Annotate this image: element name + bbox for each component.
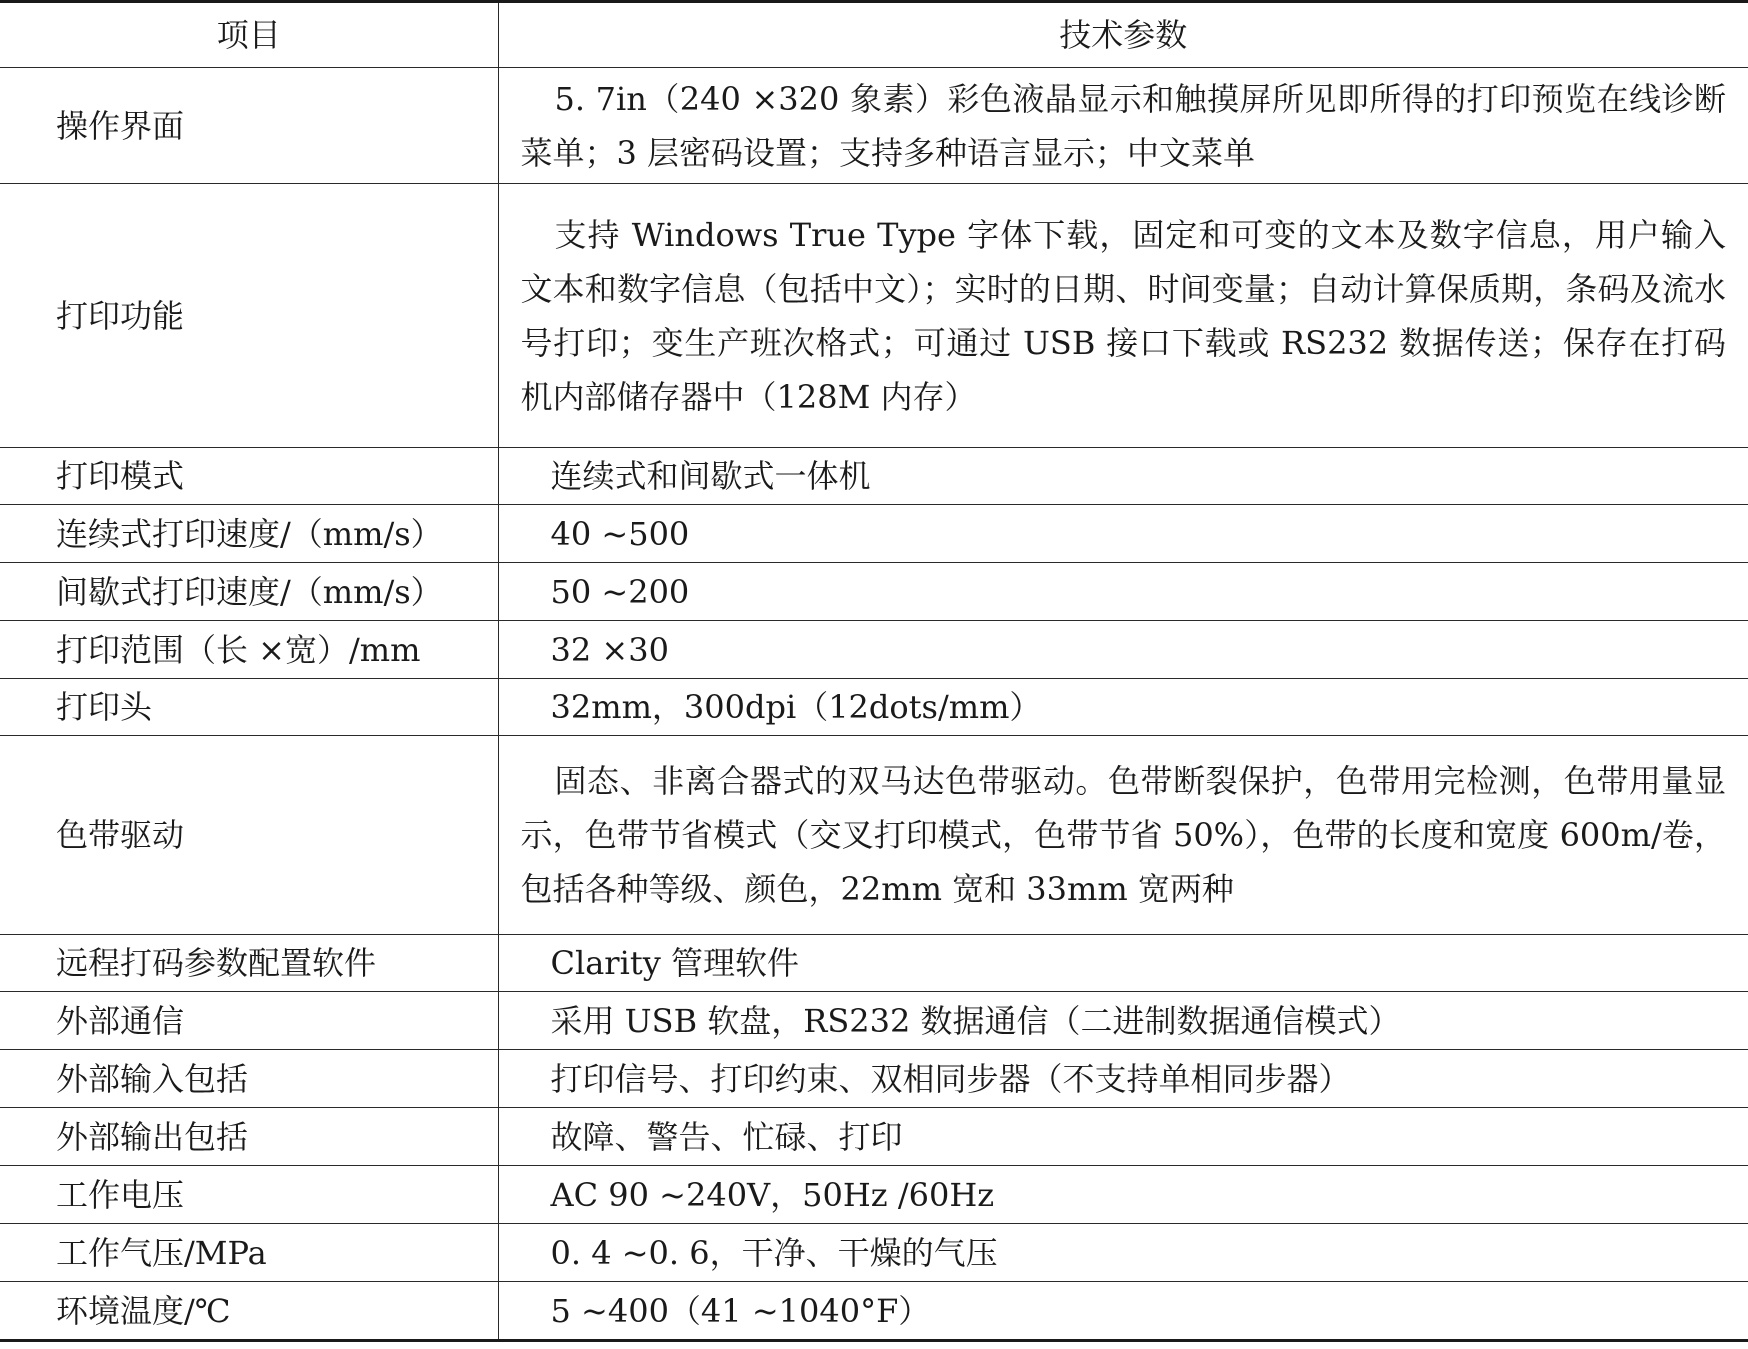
row-item: 间歇式打印速度/（mm/s） xyxy=(0,563,498,621)
row-value: 采用 USB 软盘，RS232 数据通信（二进制数据通信模式） xyxy=(498,992,1748,1050)
row-value: 32mm，300dpi（12dots/mm） xyxy=(498,679,1748,736)
table-row xyxy=(0,992,1748,1050)
row-value xyxy=(498,184,1748,448)
row-item: 打印模式 xyxy=(0,448,498,505)
row-item: 外部输出包括 xyxy=(0,1108,498,1166)
row-item: 外部通信 xyxy=(0,992,498,1050)
row-item: 打印范围（长 ×宽）/mm xyxy=(0,621,498,679)
row-item: 操作界面 xyxy=(0,68,498,184)
header-item: 项目 xyxy=(0,2,498,68)
row-value: 0. 4 ~0. 6，干净、干燥的气压 xyxy=(498,1224,1748,1282)
row-item: 环境温度/℃ xyxy=(0,1282,498,1341)
table-row xyxy=(0,563,1748,621)
row-value: Clarity 管理软件 xyxy=(498,935,1748,992)
table-row xyxy=(0,736,1748,935)
row-value xyxy=(498,736,1748,935)
row-item: 色带驱动 xyxy=(0,736,498,935)
row-item: 打印头 xyxy=(0,679,498,736)
row-value: 打印信号、打印约束、双相同步器（不支持单相同步器） xyxy=(498,1050,1748,1108)
row-item: 工作电压 xyxy=(0,1166,498,1224)
row-value: 故障、警告、忙碌、打印 xyxy=(498,1108,1748,1166)
row-value: 5 ~400（41 ~1040°F） xyxy=(498,1282,1748,1341)
row-value-text: 5. 7in（240 ×320 象素）彩色液晶显示和触摸屏所见即所得的打印预览在线诊断菜单；3 层密码设置；支持多种语言显示；中文菜单 xyxy=(520,79,1726,172)
row-item: 打印功能 xyxy=(0,184,498,448)
table-row xyxy=(0,621,1748,679)
table-row xyxy=(0,679,1748,736)
row-item: 外部输入包括 xyxy=(0,1050,498,1108)
row-value: AC 90 ~240V，50Hz /60Hz xyxy=(498,1166,1748,1224)
row-value xyxy=(498,68,1748,184)
table-row xyxy=(0,1224,1748,1282)
row-value-text: 支持 Windows True Type 字体下载，固定和可变的文本及数字信息，用户输入文本和数字信息（包括中文）；实时的日期、时间变量；自动计算保质期，条码及流水号打印；变生产班次格式；可通过 USB 接口下载或 RS232 数据传送；保存在打码机内部储存器中（128M 内存） xyxy=(520,215,1726,416)
row-item: 工作气压/MPa xyxy=(0,1224,498,1282)
header-row xyxy=(0,2,1748,68)
row-value: 50 ~200 xyxy=(498,563,1748,621)
table-row xyxy=(0,448,1748,505)
table-row xyxy=(0,935,1748,992)
row-value: 连续式和间歇式一体机 xyxy=(498,448,1748,505)
row-item: 远程打码参数配置软件 xyxy=(0,935,498,992)
table-row xyxy=(0,1108,1748,1166)
row-value-text: 固态、非离合器式的双马达色带驱动。色带断裂保护，色带用完检测，色带用量显示，色带节省模式（交叉打印模式，色带节省 50%），色带的长度和宽度 600m/卷，包括各种等级、颜色，22mm 宽和 33mm 宽两种 xyxy=(520,762,1726,908)
table-row xyxy=(0,68,1748,184)
table-row xyxy=(0,184,1748,448)
row-item: 连续式打印速度/（mm/s） xyxy=(0,505,498,563)
table-row xyxy=(0,1166,1748,1224)
table-row xyxy=(0,1050,1748,1108)
header-params: 技术参数 xyxy=(498,2,1748,68)
row-value: 32 ×30 xyxy=(498,621,1748,679)
table-row xyxy=(0,1282,1748,1341)
row-value: 40 ~500 xyxy=(498,505,1748,563)
table-row xyxy=(0,505,1748,563)
